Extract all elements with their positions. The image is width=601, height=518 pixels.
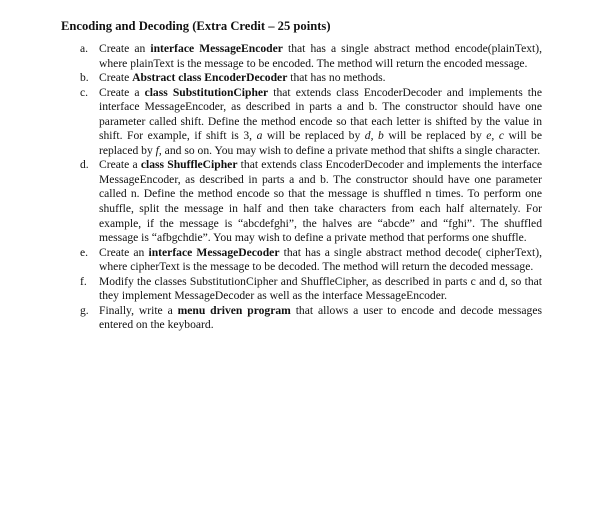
item-text: Create an <box>99 245 149 259</box>
list-item-a <box>80 42 542 71</box>
list-item-c <box>80 86 542 159</box>
list-item-g <box>80 304 542 333</box>
item-emphasis: a <box>256 129 263 143</box>
item-keyword: menu driven program <box>177 303 291 317</box>
item-text: and so on. You may wish to define a private method that shifts a single character. <box>161 143 541 157</box>
item-text: will be replaced by <box>262 129 365 143</box>
item-marker: e. <box>80 245 89 259</box>
list-item-d <box>80 158 542 245</box>
item-text: that has no methods. <box>287 71 386 85</box>
item-text: that has a single abstract method decode( cipherText), where cipherText is the message to be decoded. The method will return the decoded message. <box>99 245 543 274</box>
item-marker: c. <box>80 85 89 99</box>
item-text: Create a <box>99 85 145 99</box>
item-marker: b. <box>80 71 89 85</box>
requirements-list <box>80 42 542 333</box>
item-marker: g. <box>80 303 89 317</box>
item-text: that extends class EncoderDecoder and implements the interface MessageEncoder, as described in parts a and b. The constructor should have one parameter called n. Define the method encode so that the message is shuffled n times. To perform one shuffle, split the message in half and then take characters from each half alternately. For example, if the message is “abcdefghi”, the halves are “abcde” and “fghi”. The shuffled message is “afbgchdie”. You may wish to define a private method that performs one shuffle. <box>99 158 542 245</box>
list-item-f <box>80 275 542 304</box>
item-keyword: interface MessageDecoder <box>148 245 280 259</box>
item-text: will be replaced by <box>383 129 487 143</box>
item-keyword: class ShuffleCipher <box>140 158 238 172</box>
item-text: will be replaced by <box>99 129 543 157</box>
item-emphasis: d, <box>364 129 374 143</box>
item-emphasis: b <box>378 129 384 143</box>
item-text: that has a single abstract method encode(plainText), where plainText is the message to be encoded. The method will return the encoded message. <box>99 42 542 70</box>
item-text: Create an <box>99 42 151 55</box>
item-emphasis: f, <box>155 143 162 157</box>
item-marker: f. <box>80 274 87 288</box>
item-text: that extends class EncoderDecoder and implements the interface MessageEncoder, as described in parts a and b. The constructor should have one parameter called shift. Define the method encode so that each letter is shifted by the value in shift. For example, if shift is 3, <box>99 85 542 143</box>
item-text: Create a <box>99 158 141 172</box>
item-marker: a. <box>80 42 89 55</box>
item-text: that allows a user to encode and decode messages entered on the keyboard. <box>99 303 543 332</box>
page-title: Encoding and Decoding (Extra Credit – 25 points) <box>61 19 331 33</box>
item-keyword: Abstract class EncoderDecoder <box>132 71 288 85</box>
list-item-b <box>80 71 542 86</box>
item-text: Modify the classes SubstitutionCipher and ShuffleCipher, as described in parts c and d, so that they implement MessageDecoder as well as the interface MessageEncoder. <box>99 274 542 303</box>
item-text: Create <box>99 71 133 85</box>
list-item-e <box>80 246 542 275</box>
item-marker: d. <box>80 158 89 172</box>
item-text: Finally, write a <box>99 303 178 317</box>
item-emphasis: e, c <box>486 129 504 143</box>
item-keyword: interface MessageEncoder <box>150 42 283 55</box>
item-keyword: class SubstitutionCipher <box>144 85 269 99</box>
